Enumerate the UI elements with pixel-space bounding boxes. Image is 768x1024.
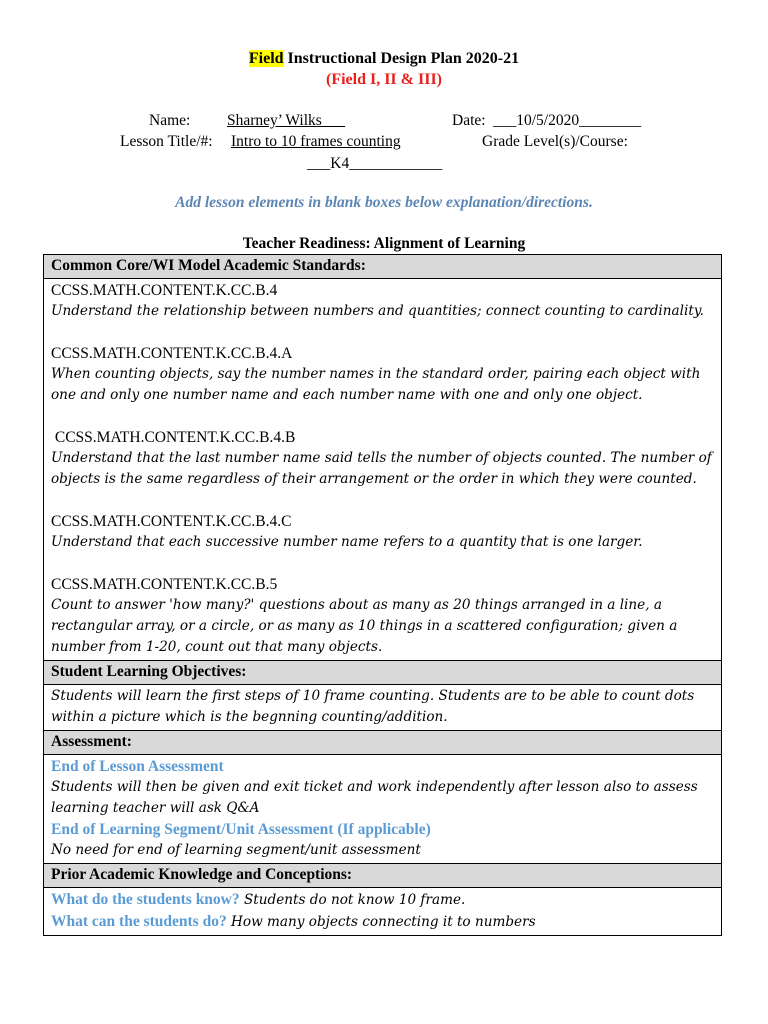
standard-code: CCSS.MATH.CONTENT.K.CC.B.4.C (51, 513, 292, 530)
students-know-text: Students do not know 10 frame. (239, 892, 466, 908)
standard-description: When counting objects, say the number names in the standard order, pairing each object with one and only one number name and each number name with one and only one object. (51, 366, 701, 403)
date-label: Date: (452, 112, 486, 129)
section-heading: Teacher Readiness: Alignment of Learning (242, 235, 526, 252)
standard-description: Understand the relationship between numbers and quantities; connect counting to cardinality. (51, 303, 704, 319)
students-do-label: What can the students do? (51, 913, 227, 930)
assessment-header: Assessment: (44, 731, 722, 755)
prior-knowledge-header: Prior Academic Knowledge and Conceptions: (44, 864, 722, 888)
standard-code: CCSS.MATH.CONTENT.K.CC.B.4.B (51, 429, 296, 446)
assessment-cell (44, 755, 722, 864)
segment-assessment-label: End of Learning Segment/Unit Assessment (If applicable) (51, 821, 431, 838)
document-subtitle: (Field I, II & III) (325, 71, 442, 88)
objectives-header: Student Learning Objectives: (44, 661, 722, 685)
grade-level-value: ___K4____________ (307, 155, 443, 172)
standard-code: CCSS.MATH.CONTENT.K.CC.B.4 (51, 282, 278, 299)
lesson-title-label: Lesson Title/#: (120, 133, 213, 150)
lesson-title-value: Intro to 10 frames counting (231, 133, 401, 150)
end-of-lesson-text: Students will then be given and exit ticket and work independently after lesson also to assess learning teacher will ask Q&A (51, 779, 698, 816)
students-know-label: What do the students know? (51, 891, 240, 908)
objectives-text: Students will learn the first steps of 10 frame counting. Students are to be able to count dots within a picture which is the begnning counting/addition. (51, 688, 695, 725)
standards-cell (44, 279, 722, 661)
title-text: Instructional Design Plan 2020-21 (283, 50, 520, 67)
name-label: Name: (149, 112, 191, 129)
standards-header: Common Core/WI Model Academic Standards: (44, 255, 722, 279)
prior-knowledge-cell (44, 888, 722, 936)
end-of-lesson-label: End of Lesson Assessment (51, 758, 224, 775)
students-know-line (51, 889, 714, 911)
standard-description: Understand that the last number name said tells the number of objects counted. The number of objects is the same regardless of their arrangement or the order in which they were counted. (51, 450, 712, 487)
students-do-line (51, 911, 714, 933)
date-value: ___10/5/2020________ (493, 112, 642, 129)
instruction-note: Add lesson elements in blank boxes below explanation/directions. (175, 194, 593, 211)
students-do-text: How many objects connecting it to numbers (226, 914, 536, 930)
plan-table (43, 254, 722, 936)
title-highlight: Field (248, 50, 284, 67)
standard-description: Understand that each successive number name refers to a quantity that is one larger. (51, 534, 643, 550)
objectives-cell (44, 685, 722, 731)
grade-level-label: Grade Level(s)/Course: (482, 133, 628, 150)
standard-code: CCSS.MATH.CONTENT.K.CC.B.5 (51, 576, 278, 593)
segment-assessment-text: No need for end of learning segment/unit assessment (51, 842, 421, 858)
document-title (0, 49, 768, 69)
name-value: Sharney’ Wilks___ (227, 112, 346, 129)
standard-code: CCSS.MATH.CONTENT.K.CC.B.4.A (51, 345, 293, 362)
standard-description: Count to answer 'how many?' questions about as many as 20 things arranged in a line, a rectangular array, or a circle, or as many as 10 things in a scattered configuration; given a number from 1-20, count out that many objects. (51, 597, 678, 655)
